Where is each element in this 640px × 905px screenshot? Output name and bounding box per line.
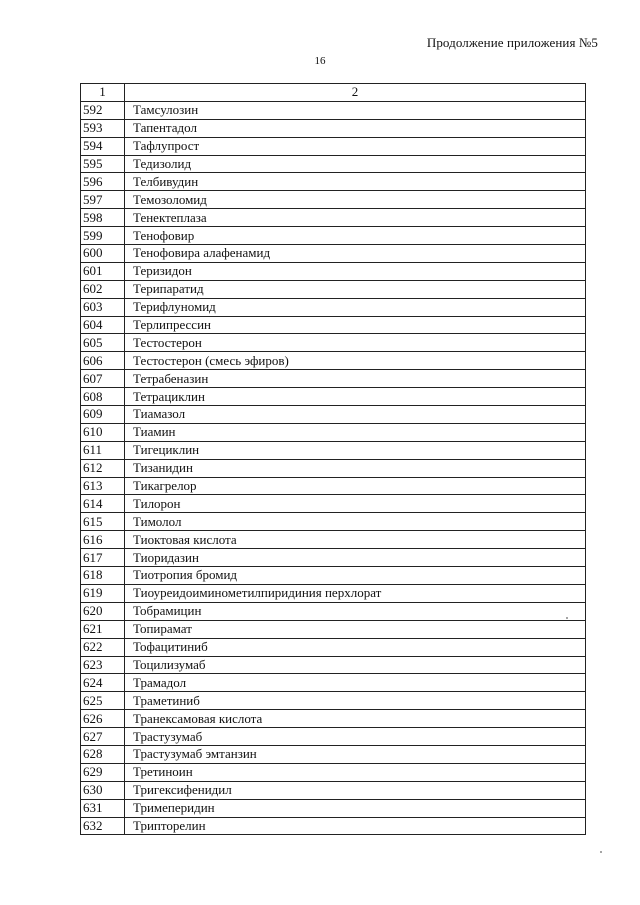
drug-name: Тизанидин bbox=[125, 459, 586, 477]
table-row bbox=[81, 781, 586, 799]
row-number: 612 bbox=[81, 459, 125, 477]
drug-name: Тилорон bbox=[125, 495, 586, 513]
row-number: 609 bbox=[81, 406, 125, 424]
drug-name: Тапентадол bbox=[125, 119, 586, 137]
row-number: 610 bbox=[81, 423, 125, 441]
drug-name: Тофацитиниб bbox=[125, 638, 586, 656]
drug-name: Тенофовир bbox=[125, 227, 586, 245]
table-row bbox=[81, 245, 586, 263]
drug-name: Тиотропия бромид bbox=[125, 567, 586, 585]
table-row bbox=[81, 388, 586, 406]
table-row bbox=[81, 209, 586, 227]
row-number: 623 bbox=[81, 656, 125, 674]
drug-name: Тестостерон (смесь эфиров) bbox=[125, 352, 586, 370]
table-row bbox=[81, 763, 586, 781]
row-number: 602 bbox=[81, 280, 125, 298]
table-row bbox=[81, 173, 586, 191]
row-number: 615 bbox=[81, 513, 125, 531]
row-number: 626 bbox=[81, 710, 125, 728]
row-number: 617 bbox=[81, 549, 125, 567]
drug-name: Тикагрелор bbox=[125, 477, 586, 495]
column-header-number: 1 bbox=[81, 84, 125, 102]
drug-name: Тимолол bbox=[125, 513, 586, 531]
table-row bbox=[81, 101, 586, 119]
table-row bbox=[81, 799, 586, 817]
table-row bbox=[81, 656, 586, 674]
drug-name: Терифлуномид bbox=[125, 298, 586, 316]
table-row bbox=[81, 602, 586, 620]
table-row bbox=[81, 620, 586, 638]
table-row bbox=[81, 298, 586, 316]
drug-name: Тиамазол bbox=[125, 406, 586, 424]
table-row bbox=[81, 119, 586, 137]
table-row bbox=[81, 495, 586, 513]
row-number: 605 bbox=[81, 334, 125, 352]
table-row bbox=[81, 745, 586, 763]
drug-name: Топирамат bbox=[125, 620, 586, 638]
drug-name: Трипторелин bbox=[125, 817, 586, 835]
drug-name: Тобрамицин bbox=[125, 602, 586, 620]
drug-name: Терипаратид bbox=[125, 280, 586, 298]
table-row bbox=[81, 674, 586, 692]
drug-name: Трастузумаб bbox=[125, 728, 586, 746]
row-number: 630 bbox=[81, 781, 125, 799]
table-row bbox=[81, 441, 586, 459]
table-row bbox=[81, 334, 586, 352]
page-number: 16 bbox=[314, 55, 326, 67]
drug-name: Тенофовира алафенамид bbox=[125, 245, 586, 263]
table-row bbox=[81, 262, 586, 280]
row-number: 625 bbox=[81, 692, 125, 710]
row-number: 604 bbox=[81, 316, 125, 334]
drug-name: Тиоктовая кислота bbox=[125, 531, 586, 549]
row-number: 595 bbox=[81, 155, 125, 173]
row-number: 619 bbox=[81, 584, 125, 602]
row-number: 621 bbox=[81, 620, 125, 638]
table-row bbox=[81, 728, 586, 746]
row-number: 606 bbox=[81, 352, 125, 370]
table-row bbox=[81, 370, 586, 388]
drug-name: Тетрациклин bbox=[125, 388, 586, 406]
table-row bbox=[81, 513, 586, 531]
row-number: 597 bbox=[81, 191, 125, 209]
drug-name: Третиноин bbox=[125, 763, 586, 781]
table-row bbox=[81, 459, 586, 477]
drug-name: Телбивудин bbox=[125, 173, 586, 191]
drug-name: Тиоридазин bbox=[125, 549, 586, 567]
row-number: 603 bbox=[81, 298, 125, 316]
scan-speck bbox=[566, 617, 568, 619]
table-row bbox=[81, 817, 586, 835]
row-number: 631 bbox=[81, 799, 125, 817]
drug-name: Трамадол bbox=[125, 674, 586, 692]
row-number: 607 bbox=[81, 370, 125, 388]
table-row bbox=[81, 638, 586, 656]
row-number: 632 bbox=[81, 817, 125, 835]
row-number: 614 bbox=[81, 495, 125, 513]
row-number: 613 bbox=[81, 477, 125, 495]
row-number: 601 bbox=[81, 262, 125, 280]
row-number: 600 bbox=[81, 245, 125, 263]
appendix-continuation-header: Продолжение приложения №5 bbox=[426, 35, 598, 50]
drug-name: Темозоломид bbox=[125, 191, 586, 209]
table-row bbox=[81, 280, 586, 298]
row-number: 608 bbox=[81, 388, 125, 406]
drug-name: Тоцилизумаб bbox=[125, 656, 586, 674]
row-number: 616 bbox=[81, 531, 125, 549]
row-number: 599 bbox=[81, 227, 125, 245]
scan-speck bbox=[600, 851, 602, 853]
row-number: 618 bbox=[81, 567, 125, 585]
drug-name: Тригексифенидил bbox=[125, 781, 586, 799]
drug-name: Транексамовая кислота bbox=[125, 710, 586, 728]
table-row bbox=[81, 549, 586, 567]
drug-name: Тиоуреидоиминометилпиридиния перхлорат bbox=[125, 584, 586, 602]
drug-name: Тенектеплаза bbox=[125, 209, 586, 227]
table-row bbox=[81, 477, 586, 495]
row-number: 628 bbox=[81, 745, 125, 763]
row-number: 598 bbox=[81, 209, 125, 227]
table-row bbox=[81, 406, 586, 424]
drug-name: Тафлупрост bbox=[125, 137, 586, 155]
table-row bbox=[81, 692, 586, 710]
row-number: 596 bbox=[81, 173, 125, 191]
table-row bbox=[81, 567, 586, 585]
row-number: 594 bbox=[81, 137, 125, 155]
table-row bbox=[81, 191, 586, 209]
table-row bbox=[81, 352, 586, 370]
drug-name: Тиамин bbox=[125, 423, 586, 441]
drug-name: Траметиниб bbox=[125, 692, 586, 710]
row-number: 622 bbox=[81, 638, 125, 656]
drug-name: Тамсулозин bbox=[125, 101, 586, 119]
drug-name: Тримеперидин bbox=[125, 799, 586, 817]
drug-name: Теризидон bbox=[125, 262, 586, 280]
drug-name: Тигециклин bbox=[125, 441, 586, 459]
table-header-row bbox=[81, 84, 586, 102]
drug-name: Трастузумаб эмтанзин bbox=[125, 745, 586, 763]
table-row bbox=[81, 584, 586, 602]
drug-name: Тетрабеназин bbox=[125, 370, 586, 388]
table-row bbox=[81, 227, 586, 245]
row-number: 629 bbox=[81, 763, 125, 781]
table-body bbox=[81, 101, 586, 835]
drug-name: Тестостерон bbox=[125, 334, 586, 352]
drug-name: Терлипрессин bbox=[125, 316, 586, 334]
row-number: 592 bbox=[81, 101, 125, 119]
table-row bbox=[81, 531, 586, 549]
table-row bbox=[81, 710, 586, 728]
table-row bbox=[81, 423, 586, 441]
row-number: 593 bbox=[81, 119, 125, 137]
row-number: 620 bbox=[81, 602, 125, 620]
drug-name: Тедизолид bbox=[125, 155, 586, 173]
table-row bbox=[81, 155, 586, 173]
row-number: 611 bbox=[81, 441, 125, 459]
table-row bbox=[81, 316, 586, 334]
table-row bbox=[81, 137, 586, 155]
row-number: 627 bbox=[81, 728, 125, 746]
row-number: 624 bbox=[81, 674, 125, 692]
drug-list-table bbox=[80, 83, 586, 835]
column-header-name: 2 bbox=[125, 84, 586, 102]
